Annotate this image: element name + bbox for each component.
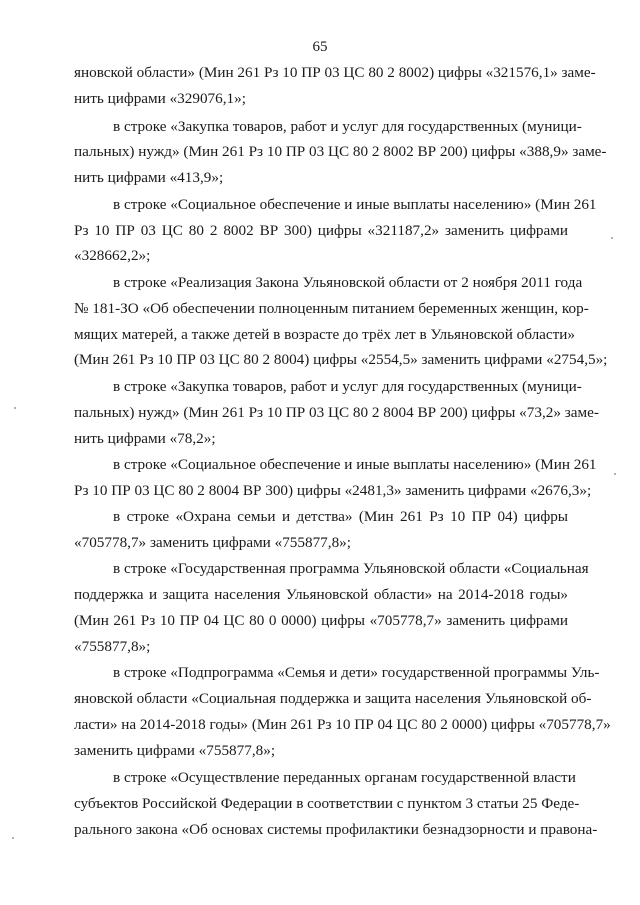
scan-speck — [14, 407, 16, 409]
text-line: (Мин 261 Рз 10 ПР 04 ЦС 80 0 0000) цифры «705778,7» заменить цифрами — [74, 612, 568, 629]
text-line: ласти» на 2014-2018 годы» (Мин 261 Рз 10 ПР 04 ЦС 80 2 0000) цифры «705778,7» — [74, 716, 611, 733]
text-line: № 181-ЗО «Об обеспечении полноценным питанием беременных женщин, кор- — [74, 300, 589, 317]
text-line: субъектов Российской Федерации в соответствии с пунктом 3 статьи 25 Феде- — [74, 795, 580, 812]
text-line: поддержка и защита населения Ульяновской области» на 2014-2018 годы» — [74, 586, 568, 603]
text-line: нить цифрами «78,2»; — [74, 430, 216, 447]
text-line: «705778,7» заменить цифрами «755877,8»; — [74, 534, 351, 551]
page-number: 65 — [312, 39, 328, 55]
text-line: рального закона «Об основах системы профилактики безнадзорности и правона- — [74, 821, 598, 838]
text-line: в строке «Социальное обеспечение и иные выплаты населению» (Мин 261 — [113, 196, 597, 213]
text-line: в строке «Реализация Закона Ульяновской области от 2 ноября 2011 года — [113, 274, 583, 291]
text-line: пальных) нужд» (Мин 261 Рз 10 ПР 03 ЦС 80 2 8004 ВР 200) цифры «73,2» заме- — [74, 404, 599, 421]
text-line: заменить цифрами «755877,8»; — [74, 742, 276, 759]
text-line: в строке «Закупка товаров, работ и услуг для государственных (муници- — [113, 118, 582, 135]
scan-speck — [614, 473, 616, 475]
text-line: Рз 10 ПР 03 ЦС 80 2 8002 ВР 300) цифры «321187,2» заменить цифрами — [74, 222, 568, 239]
text-line: Рз 10 ПР 03 ЦС 80 2 8004 ВР 300) цифры «2481,3» заменить цифрами «2676,3»; — [74, 482, 592, 499]
text-line: «328662,2»; — [74, 247, 151, 264]
text-line: в строке «Закупка товаров, работ и услуг для государственных (муници- — [113, 378, 582, 395]
text-line: (Мин 261 Рз 10 ПР 03 ЦС 80 2 8004) цифры «2554,5» заменить цифрами «2754,5»; — [74, 351, 608, 368]
text-line: в строке «Государственная программа Ульяновской области «Социальная — [113, 560, 589, 577]
text-line: «755877,8»; — [74, 638, 151, 655]
text-line: в строке «Социальное обеспечение и иные выплаты населению» (Мин 261 — [113, 456, 597, 473]
text-line: пальных) нужд» (Мин 261 Рз 10 ПР 03 ЦС 80 2 8002 ВР 200) цифры «388,9» заме- — [74, 143, 607, 160]
text-line: в строке «Подпрограмма «Семья и дети» государственной программы Уль- — [113, 664, 600, 681]
scan-speck — [611, 237, 613, 239]
text-line: нить цифрами «413,9»; — [74, 169, 224, 186]
text-line: нить цифрами «329076,1»; — [74, 90, 246, 107]
text-line: яновской области «Социальная поддержка и защита населения Ульяновской об- — [74, 690, 592, 707]
scan-speck — [12, 837, 14, 839]
text-line: мящих матерей, а также детей в возрасте до трёх лет в Ульяновской области» — [74, 326, 576, 343]
text-line: в строке «Охрана семьи и детства» (Мин 261 Рз 10 ПР 04) цифры — [113, 508, 568, 525]
text-line: в строке «Осуществление переданных органам государственной власти — [113, 769, 576, 786]
text-line: яновской области» (Мин 261 Рз 10 ПР 03 ЦС 80 2 8002) цифры «321576,1» заме- — [74, 64, 596, 81]
